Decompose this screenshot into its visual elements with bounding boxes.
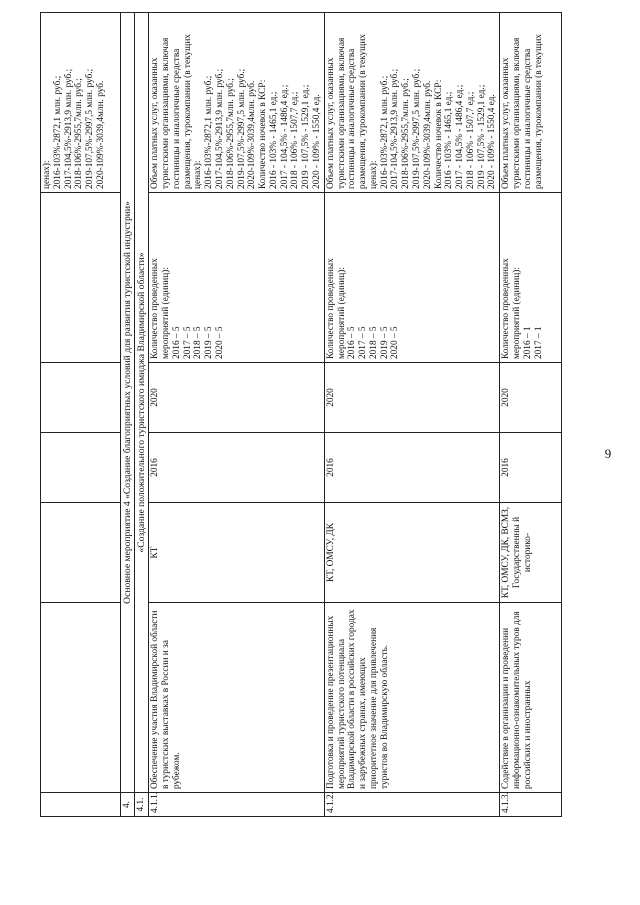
indicator-line: мероприятий (единиц):: [336, 267, 347, 359]
result-line: Количество ночевок в КСР:: [433, 79, 444, 189]
subsection-number: 4.1.: [135, 793, 149, 817]
result-line: 2018-106%-2955,7млн. руб.;: [74, 78, 85, 189]
result-line: 2019 - 107,5% - 1529,1 ед.;: [476, 84, 487, 189]
measures-table: [40, 12, 562, 817]
indicator-line: Количество проведенных: [325, 258, 336, 359]
result-line: 2017 - 104,5% - 1486,4 ед.;: [279, 84, 290, 189]
end-year: 2020: [149, 363, 325, 433]
indicator-line: мероприятий (единиц):: [161, 267, 172, 359]
indicator: [149, 193, 325, 363]
result-line: 2020 - 109% - 1550,4 ед.: [487, 94, 498, 189]
result-line: 2020-109%-3039,4млн. руб.: [422, 80, 433, 189]
result-line: Объем платных услуг, оказанных туристскими организациями, включая гостиницы и аналогичные средства размещения, турокомпании (в текущих: [501, 34, 544, 189]
section-title: Основное мероприятие 4 «Создание благоприятных условий для развития туристской индустрии»: [121, 13, 135, 793]
result-line: 2016-103%-2872,1 млн. руб.;: [379, 75, 390, 189]
section-row: [121, 13, 135, 817]
result-line: Объем платных услуг, оказанных туристскими организациями, включая гостиницы и аналогичные средства размещения, турокомпании (в текущих ценах):: [325, 34, 379, 189]
result-line: 2018 - 106% - 1507,7 ед.;: [290, 91, 301, 189]
indicator-line: 2020 – 5: [214, 326, 225, 359]
indicator-line: 2016 – 1: [522, 326, 533, 359]
table-row: [149, 13, 325, 817]
measure-name: Содействие в организации и проведении информационно-ознакомительных туров для российских и иностранных: [500, 603, 562, 793]
row-number: 4.1.3.: [500, 793, 562, 817]
expected-result: [149, 13, 325, 193]
result-line: 2019 - 107,5% - 1529,1 ед.;: [301, 84, 312, 189]
result-line: Количество ночевок в КСР:: [258, 79, 269, 189]
result-line: 2017-104,5%-2913,9 млн. руб.;: [63, 68, 74, 189]
result-line: 2016 - 103% - 1465,1 ед.;: [444, 91, 455, 189]
result-line: Объем платных услуг, оказанных туристскими организациями, включая гостиницы и аналогичные средства размещения, турокомпании (в текущих ценах):: [150, 34, 204, 189]
start-year: 2016: [324, 433, 500, 503]
end-year: 2020: [324, 363, 500, 433]
result-line: 2019-107,5%-2997,5 млн. руб.;: [85, 68, 96, 189]
result-line: 2018-106%-2955,7млн. руб.;: [401, 78, 412, 189]
executor: КТ, ОМСУ, ДК, ВСМЗ, Государственны й историко-: [500, 503, 562, 603]
result-line: 2017-104,5%-2913,9 млн. руб.;: [214, 68, 225, 189]
expected-result: [500, 13, 562, 193]
expected-result: [324, 13, 500, 193]
section-number: 4.: [121, 793, 135, 817]
indicator-line: 2017 – 5: [182, 326, 193, 359]
indicator-line: 2018 – 5: [193, 326, 204, 359]
indicator-line: 2016 – 5: [171, 326, 182, 359]
indicator-line: мероприятий (единиц):: [512, 267, 523, 359]
result-line: 2016-103%-2872,1 млн. руб.;: [204, 75, 215, 189]
continuation-result: [41, 13, 121, 193]
result-line: 2019-107,5%-2997,5 млн. руб.;: [236, 68, 247, 189]
result-line: ценах):: [42, 160, 52, 189]
result-line: 2020 - 109% - 1550,4 ед.: [311, 94, 322, 189]
measure-name: Обеспечение участия Владимирской области в туристских выставках в России и за рубежом.: [149, 603, 325, 793]
table-row: [324, 13, 500, 817]
measure-name: Подготовка и проведение презентационных мероприятий туристского потенциала Владимирской области в российских городах и зарубежных странах, имеющих приоритетное значение для привлечения туристов во Владимирскую область.: [324, 603, 500, 793]
result-line: 2017-104,5%-2913,9 млн. руб.;: [390, 68, 401, 189]
indicator-line: 2019 – 5: [379, 326, 390, 359]
indicator-line: 2017 – 5: [358, 326, 369, 359]
indicator-line: 2017 – 1: [533, 326, 544, 359]
result-line: 2019-107,5%-2997,5 млн. руб.;: [412, 68, 422, 189]
result-line: 2020-109%-3039,4млн. руб.: [247, 80, 258, 189]
indicator-line: 2019 – 5: [204, 326, 215, 359]
start-year: 2016: [149, 433, 325, 503]
page-number: 9: [604, 445, 612, 461]
indicator: [324, 193, 500, 363]
indicator-line: 2018 – 5: [368, 326, 379, 359]
result-line: 2016 - 103% - 1465,1 ед.;: [268, 91, 279, 189]
continuation-row: [41, 13, 121, 817]
executor: КТ: [149, 503, 325, 603]
row-number: 4.1.2.: [324, 793, 500, 817]
indicator-line: Количество проведенных: [501, 258, 512, 359]
indicator: [500, 193, 562, 363]
indicator-line: Количество проведенных: [150, 258, 161, 359]
subsection-row: [135, 13, 149, 817]
result-line: 2017 - 104,5% - 1486,4 ед.;: [455, 84, 466, 189]
result-line: 2016-103%-2872,1 млн. руб.;: [52, 75, 63, 189]
start-year: 2016: [500, 433, 562, 503]
result-line: 2018-106%-2955,7млн. руб.;: [225, 78, 236, 189]
subsection-title: «Создание положительного туристского имиджа Владимирской области»: [135, 13, 149, 793]
end-year: 2020: [500, 363, 562, 433]
result-line: 2020-109%-3039,4млн. руб.: [95, 80, 106, 189]
indicator-line: 2016 – 5: [347, 326, 358, 359]
table-row: [500, 13, 562, 817]
result-line: 2018 - 106% - 1507,7 ед.;: [465, 91, 476, 189]
row-number: 4.1.1.: [149, 793, 325, 817]
indicator-line: 2020 – 5: [390, 326, 401, 359]
executor: КТ, ОМСУ, ДК: [324, 503, 500, 603]
